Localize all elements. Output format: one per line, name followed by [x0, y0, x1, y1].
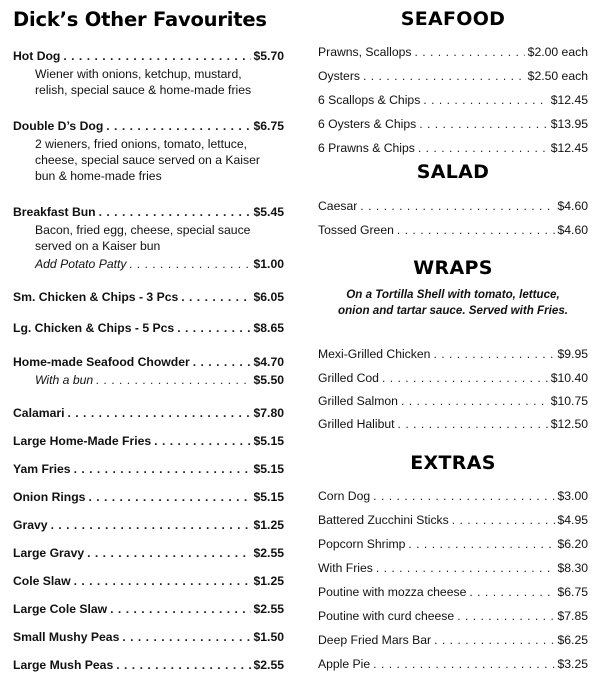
seafood-item — [318, 117, 588, 131]
item-price: $4.70 — [253, 355, 284, 369]
addon-name: With a bun — [35, 373, 94, 387]
item-price: $8.65 — [253, 321, 284, 335]
item-name: Grilled Halibut — [318, 417, 395, 431]
item-price: $7.85 — [557, 609, 588, 623]
favourites-column — [13, 0, 284, 683]
leader-dots — [397, 223, 555, 237]
menu-item-seafood-chowder — [13, 355, 284, 369]
leader-dots — [116, 658, 250, 672]
menu-item-large-cole-slaw — [13, 602, 284, 616]
wraps-item — [318, 394, 588, 408]
seafood-item — [318, 45, 588, 59]
leader-dots — [193, 355, 251, 369]
item-price: $5.15 — [253, 490, 284, 504]
salad-item — [318, 223, 588, 237]
item-name: Grilled Salmon — [318, 394, 398, 408]
menu-item-large-mush-peas — [13, 658, 284, 672]
leader-dots — [63, 49, 250, 63]
leader-dots — [96, 373, 250, 387]
item-description: Bacon, fried egg, cheese, special sauce served on a Kaiser bun — [35, 223, 251, 253]
item-name: Gravy — [13, 518, 48, 532]
item-name: Home-made Seafood Chowder — [13, 355, 190, 369]
item-price: $12.45 — [550, 141, 588, 155]
leader-dots — [51, 518, 251, 532]
leader-dots — [110, 602, 250, 616]
menu-item-large-fries — [13, 434, 284, 448]
seafood-item — [318, 93, 588, 107]
item-price: $4.60 — [557, 223, 588, 237]
item-price: $2.50 each — [527, 69, 588, 83]
menu-item-small-mushy-peas — [13, 630, 284, 644]
item-name: Corn Dog — [318, 489, 371, 503]
item-name: Mexi-Grilled Chicken — [318, 347, 431, 361]
item-description: Wiener with onions, ketchup, mustard, relish, special sauce & home-made fries — [35, 67, 252, 97]
item-name: Oysters — [318, 69, 360, 83]
item-price: $6.20 — [557, 537, 588, 551]
item-name: Prawns, Scallops — [318, 45, 412, 59]
item-name: 6 Oysters & Chips — [318, 117, 417, 131]
seafood-title: SEAFOOD — [400, 8, 506, 30]
leader-dots — [376, 561, 555, 575]
menu-item-yam-fries — [13, 462, 284, 476]
item-name: Small Mushy Peas — [13, 630, 120, 644]
leader-dots — [177, 321, 250, 335]
menu-addon-potato-patty — [35, 257, 284, 271]
menu-addon-with-bun — [35, 373, 284, 387]
leader-dots — [398, 417, 548, 431]
menu-item-double-d-dog — [13, 119, 284, 133]
item-name: Calamari — [13, 406, 65, 420]
addon-price: $1.00 — [253, 257, 284, 271]
leader-dots — [363, 69, 525, 83]
leader-dots — [452, 513, 555, 527]
leader-dots — [457, 609, 554, 623]
leader-dots — [122, 630, 250, 644]
menu-item-cole-slaw — [13, 574, 284, 588]
leader-dots — [360, 199, 554, 213]
item-name: Yam Fries — [13, 462, 71, 476]
extras-item — [318, 561, 588, 575]
item-price: $2.55 — [253, 602, 284, 616]
leader-dots — [68, 406, 251, 420]
item-name: Large Gravy — [13, 546, 85, 560]
item-name: Poutine with mozza cheese — [318, 585, 467, 599]
item-price: $5.15 — [253, 434, 284, 448]
leader-dots — [129, 257, 250, 271]
item-name: Double D’s Dog — [13, 119, 104, 133]
item-price: $6.75 — [557, 585, 588, 599]
leader-dots — [433, 347, 554, 361]
item-price: $12.45 — [550, 93, 588, 107]
leader-dots — [106, 119, 250, 133]
item-price: $7.80 — [253, 406, 284, 420]
item-price: $6.05 — [253, 290, 284, 304]
salad-item — [318, 199, 588, 213]
item-name: Sm. Chicken & Chips - 3 Pcs — [13, 290, 179, 304]
menu-item-calamari — [13, 406, 284, 420]
extras-item — [318, 489, 588, 503]
item-name: Caesar — [318, 199, 358, 213]
item-price: $1.25 — [253, 518, 284, 532]
item-name: Grilled Cod — [318, 371, 379, 385]
item-price: $6.25 — [557, 633, 588, 647]
item-price: $5.70 — [253, 49, 284, 63]
item-price: $2.00 each — [527, 45, 588, 59]
leader-dots — [418, 141, 548, 155]
wraps-title: WRAPS — [413, 257, 493, 279]
item-name: Battered Zucchini Sticks — [318, 513, 449, 527]
leader-dots — [373, 657, 554, 671]
salad-title: SALAD — [416, 161, 490, 183]
item-price: $12.50 — [550, 417, 588, 431]
item-price: $8.30 — [557, 561, 588, 575]
item-price: $6.75 — [253, 119, 284, 133]
item-name: 6 Scallops & Chips — [318, 93, 421, 107]
item-name: Poutine with curd cheese — [318, 609, 455, 623]
leader-dots — [88, 490, 250, 504]
item-price: $1.25 — [253, 574, 284, 588]
item-name: Cole Slaw — [13, 574, 71, 588]
item-price: $3.00 — [557, 489, 588, 503]
leader-dots — [74, 462, 251, 476]
seafood-item — [318, 141, 588, 155]
item-price: $2.55 — [253, 658, 284, 672]
item-name: Apple Pie — [318, 657, 371, 671]
leader-dots — [408, 537, 554, 551]
menu-item-breakfast-bun — [13, 205, 284, 219]
item-name: Large Cole Slaw — [13, 602, 108, 616]
item-price: $2.55 — [253, 546, 284, 560]
item-description: 2 wieners, fried onions, tomato, lettuce, cheese, special sauce served on a Kaiser bun & home-made fries — [35, 137, 260, 183]
leader-dots — [401, 394, 548, 408]
item-name: With Fries — [318, 561, 373, 575]
extras-item — [318, 657, 588, 671]
extras-title: EXTRAS — [410, 452, 496, 474]
item-name: Tossed Green — [318, 223, 394, 237]
menu-item-lg-chicken-chips — [13, 321, 284, 335]
item-price: $10.40 — [550, 371, 588, 385]
leader-dots — [87, 546, 250, 560]
wraps-item — [318, 371, 588, 385]
menu-item-onion-rings — [13, 490, 284, 504]
item-name: Deep Fried Mars Bar — [318, 633, 432, 647]
leader-dots — [373, 489, 554, 503]
menu-item-sm-chicken-chips — [13, 290, 284, 304]
item-price: $4.60 — [557, 199, 588, 213]
leader-dots — [74, 574, 251, 588]
leader-dots — [154, 434, 250, 448]
leader-dots — [414, 45, 524, 59]
item-name: Lg. Chicken & Chips - 5 Pcs — [13, 321, 175, 335]
extras-item — [318, 585, 588, 599]
wraps-note: On a Tortilla Shell with tomato, lettuce, onion and tartar sauce. Served with Fries. — [337, 288, 568, 317]
leader-dots — [99, 205, 251, 219]
item-name: Breakfast Bun — [13, 205, 96, 219]
leader-dots — [382, 371, 548, 385]
item-name: Popcorn Shrimp — [318, 537, 406, 551]
item-name: Onion Rings — [13, 490, 86, 504]
item-name: Hot Dog — [13, 49, 61, 63]
extras-item — [318, 537, 588, 551]
extras-item — [318, 609, 588, 623]
addon-price: $5.50 — [253, 373, 284, 387]
leader-dots — [419, 117, 548, 131]
item-price: $3.25 — [557, 657, 588, 671]
menu-item-large-gravy — [13, 546, 284, 560]
sections-column — [318, 0, 588, 683]
menu-item-hot-dog — [13, 49, 284, 63]
leader-dots — [423, 93, 547, 107]
extras-item — [318, 513, 588, 527]
extras-item — [318, 633, 588, 647]
addon-name: Add Potato Patty — [35, 257, 127, 271]
favourites-title: Dick’s Other Favourites — [13, 8, 267, 31]
menu-item-gravy — [13, 518, 284, 532]
item-price: $13.95 — [550, 117, 588, 131]
wraps-item — [318, 417, 588, 431]
item-price: $10.75 — [550, 394, 588, 408]
leader-dots — [181, 290, 250, 304]
item-price: $5.15 — [253, 462, 284, 476]
item-price: $4.95 — [557, 513, 588, 527]
seafood-item — [318, 69, 588, 83]
item-price: $9.95 — [557, 347, 588, 361]
item-price: $5.45 — [253, 205, 284, 219]
leader-dots — [434, 633, 554, 647]
item-name: 6 Prawns & Chips — [318, 141, 415, 155]
item-name: Large Mush Peas — [13, 658, 114, 672]
item-name: Large Home-Made Fries — [13, 434, 152, 448]
leader-dots — [469, 585, 554, 599]
item-price: $1.50 — [253, 630, 284, 644]
wraps-item — [318, 347, 588, 361]
